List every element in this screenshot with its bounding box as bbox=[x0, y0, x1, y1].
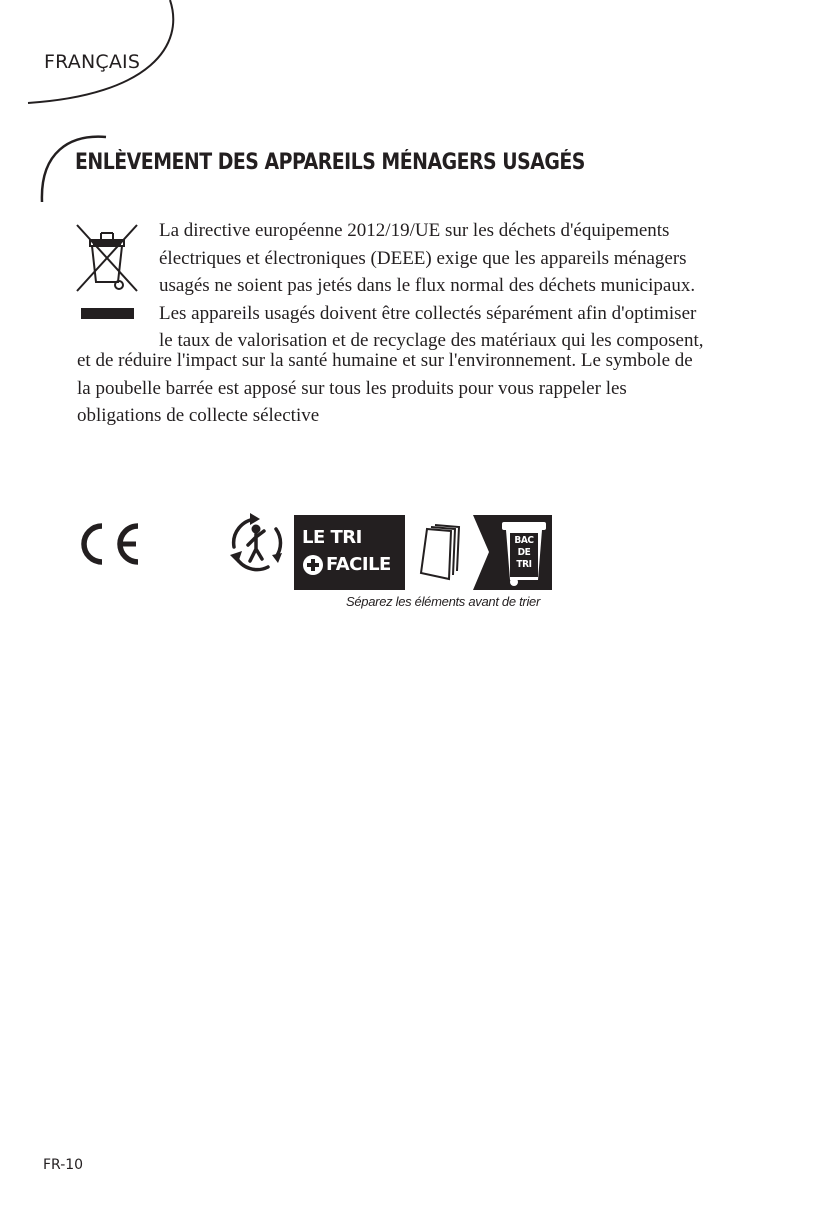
body-line: et de réduire l'impact sur la santé humaine et sur l'environnement. Le symbole de bbox=[77, 350, 693, 371]
body-line: électriques et électroniques (DEEE) exige que les appareils ménagers bbox=[159, 247, 687, 269]
language-label: FRANÇAIS bbox=[44, 51, 141, 73]
paper-sheets-icon bbox=[405, 515, 489, 590]
page-number: FR-10 bbox=[43, 1157, 84, 1173]
body-paragraph-full bbox=[77, 347, 693, 430]
crossed-out-wheelie-bin-icon bbox=[74, 222, 140, 294]
plus-circle-icon bbox=[302, 554, 324, 576]
bac-label-line3: TRI bbox=[516, 559, 532, 570]
body-line: Les appareils usagés doivent être collectés séparément afin d'optimiser bbox=[159, 302, 697, 324]
bac-label-line2: DE bbox=[517, 547, 531, 558]
weee-bar-icon bbox=[81, 308, 134, 319]
body-line: obligations de collecte sélective bbox=[77, 405, 320, 426]
triman-icon bbox=[226, 511, 288, 577]
body-line: la poubelle barrée est apposé sur tous les produits pour vous rappeler les bbox=[77, 377, 627, 399]
section-title: ENLÈVEMENT DES APPAREILS MÉNAGERS USAGÉS bbox=[75, 150, 585, 175]
body-paragraph-indented bbox=[159, 217, 703, 355]
tri-title-line2: FACILE bbox=[326, 554, 391, 575]
body-line: le taux de valorisation et de recyclage des matériaux qui les composent, bbox=[159, 330, 704, 351]
body-line: usagés ne soient pas jetés dans le flux normal des déchets municipaux. bbox=[159, 275, 696, 296]
bac-label-line1: BAC bbox=[514, 535, 534, 546]
ce-mark-icon bbox=[74, 520, 142, 568]
tri-title-line1: LE TRI bbox=[302, 527, 362, 548]
body-line: La directive européenne 2012/19/UE sur les déchets d'équipements bbox=[159, 220, 670, 241]
tri-caption: Séparez les éléments avant de trier bbox=[346, 594, 540, 609]
